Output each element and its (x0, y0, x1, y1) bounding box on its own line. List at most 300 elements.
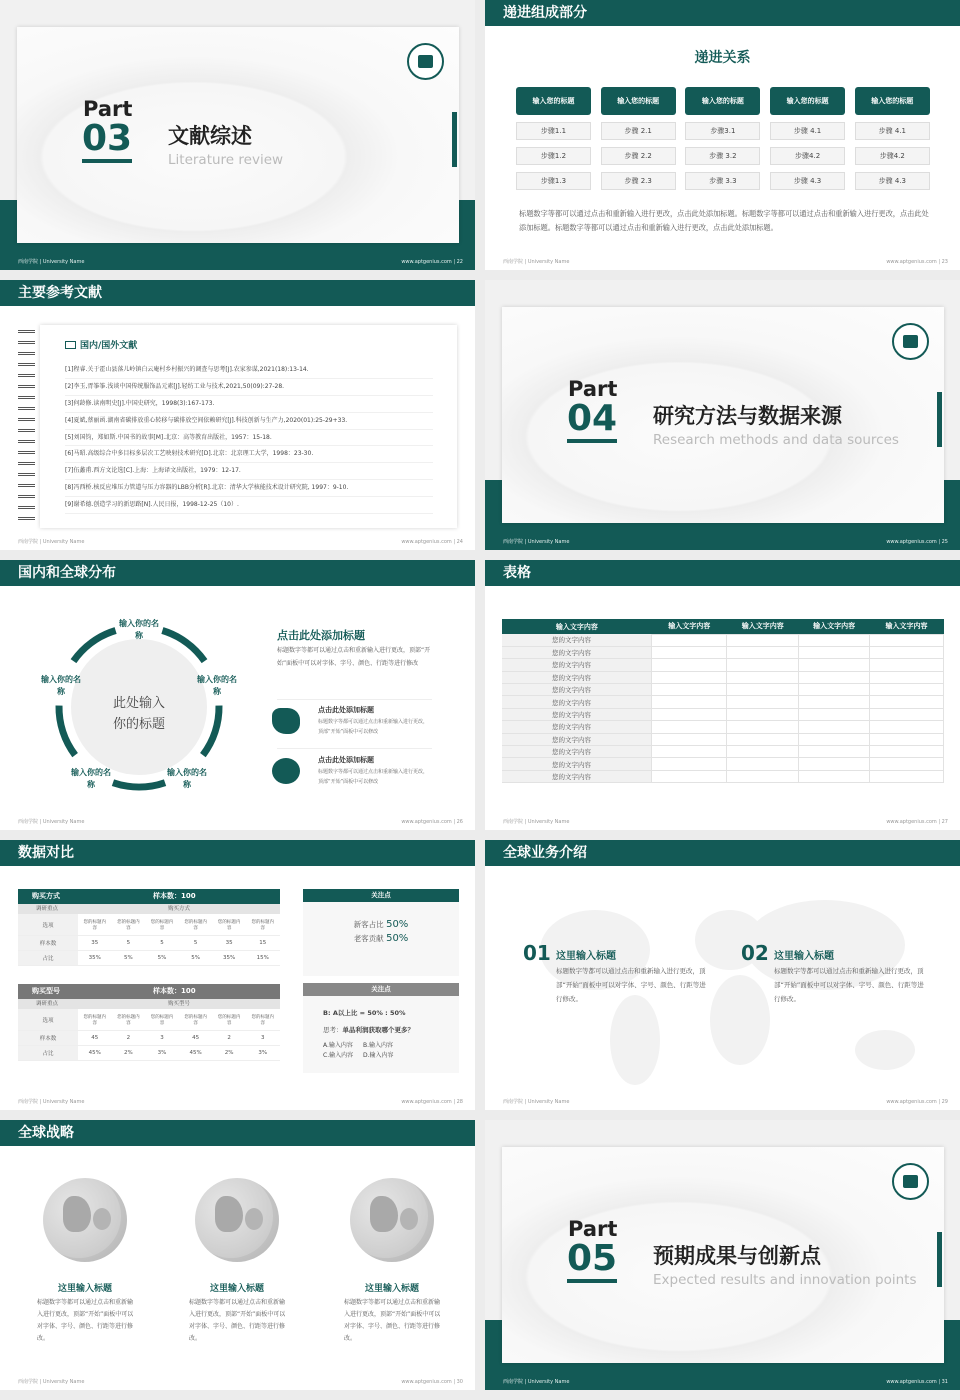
table-cell: 2% (124, 1050, 133, 1056)
footer-page: www.aptgenius.com | 31 (886, 1379, 948, 1385)
row-label[interactable]: 您的文字内容 (502, 758, 652, 770)
table-cell: 您的标题内容 (150, 1014, 174, 1026)
item-text: 标题数字等都可以通过点击和重新输入进行更改，顶部“开始”面板中可以对字体、字号、颜色、行距等进行修改。 (344, 1299, 441, 1342)
accent-bar (452, 112, 457, 167)
column-title-box[interactable]: 输入您的标题 (770, 87, 845, 115)
table-cell: 您的标题内容 (217, 1014, 241, 1026)
table-cell: 您的标题内容 (251, 919, 275, 931)
spiral-ring-icon (18, 385, 35, 388)
table-cell: 您的标题内容 (83, 1014, 107, 1026)
spiral-ring-icon (18, 473, 35, 476)
footer-university: 西南学院 | University Name (503, 1379, 570, 1385)
table-cell[interactable] (870, 696, 944, 708)
paragraph: 标题数字等都可以通过点击和重新输入进行更改，点击此处添加标题。标题数字等都可以通过点击和重新输入进行更改，点击此处添加标题。标题数字等都可以通过点击和重新输入进行更改，点击此处添加标题。 (519, 209, 929, 232)
table-cell[interactable] (727, 746, 799, 758)
item-text: 标题数字等都可以通过点击和重新输入进行更改，顶部“开始”面板中可以修改 (318, 769, 429, 785)
row-label[interactable]: 您的文字内容 (502, 696, 652, 708)
item-title: 这里输入标题 (556, 951, 616, 962)
table-cell[interactable] (870, 733, 944, 745)
spiral-ring-icon (18, 418, 35, 421)
table-cell[interactable] (652, 684, 727, 696)
table-cell[interactable] (652, 708, 727, 720)
item-title: 点击此处添加标题 (318, 756, 374, 764)
table-cell[interactable] (652, 721, 727, 733)
table-cell[interactable] (870, 770, 944, 782)
item-text: 标题数字等都可以通过点击和重新输入进行更改，顶部“开始”面板中可以修改 (318, 719, 429, 735)
table-row (18, 1031, 280, 1046)
table-cell[interactable] (652, 758, 727, 770)
comparison-table (18, 889, 280, 966)
table-cell: 5% (157, 955, 167, 961)
step-box[interactable]: 步骤3.1 (685, 122, 760, 140)
table-cell[interactable] (727, 721, 799, 733)
table-cell: 45% (88, 1050, 101, 1056)
table-cell: 您的标题内容 (251, 1014, 275, 1026)
focus-line (303, 932, 459, 946)
spiral-ring-icon (18, 363, 35, 366)
footer-university: 西南学院 | University Name (18, 1379, 85, 1385)
slide-25[interactable] (485, 280, 960, 550)
title-card (502, 307, 944, 523)
globe-continent (63, 1196, 91, 1232)
table-cell: 3% (157, 1050, 167, 1056)
table-cell: 45 (192, 1035, 200, 1041)
heading: 递进关系 (694, 50, 751, 66)
table-cell[interactable] (870, 646, 944, 658)
title-card (17, 27, 459, 243)
table-cell: 您的标题内容 (83, 919, 107, 931)
table-cell: 15 (259, 940, 267, 946)
step-box[interactable]: 步骤 4.1 (855, 122, 930, 140)
reference-item: [8]冯西桥.核反应堆压力管道与压力容器的LBB分析[R].北京：清华大学核能技术设计研究院, 1997：9-10. (65, 480, 433, 497)
footer-university: 西南学院 | University Name (503, 819, 570, 825)
footer-page: www.aptgenius.com | 27 (886, 819, 948, 825)
part-number: 04 (567, 399, 617, 443)
focus-panel (303, 889, 459, 976)
card-title: 国内/国外文献 (80, 341, 138, 351)
table-cell[interactable] (799, 733, 870, 745)
answer-option[interactable]: D.输入内容 (363, 1052, 394, 1059)
table-cell[interactable] (799, 708, 870, 720)
table-cell: 您的标题内容 (184, 919, 207, 931)
slide-26[interactable] (0, 560, 475, 830)
footer-university: 西南学院 | University Name (503, 1099, 570, 1105)
column-header[interactable]: 输入文字内容 (885, 622, 928, 631)
table-row (502, 721, 944, 733)
footer-page: www.aptgenius.com | 30 (401, 1379, 463, 1385)
reference-item: [7]伍蠡甫.西方文论选[C].上海：上海译文出版社，1979：12-17. (65, 463, 433, 480)
part-label: Part (568, 1217, 618, 1241)
part-label: Part (568, 377, 618, 401)
table-row (18, 1046, 280, 1061)
table-cell[interactable] (652, 646, 727, 658)
step-box[interactable]: 步骤 2.2 (601, 147, 676, 165)
spiral-ring-icon (18, 495, 35, 498)
spiral-ring-icon (18, 396, 35, 399)
table-cell: 5 (193, 940, 198, 946)
panel-title: 关注点 (303, 889, 459, 902)
table-cell: 您的标题内容 (117, 1014, 140, 1026)
table-cell: 3 (261, 1035, 265, 1041)
table-row (502, 659, 944, 671)
comparison-table (18, 984, 280, 1061)
item-number: 01 (523, 941, 551, 965)
subheader-right: 购买方式 (168, 906, 191, 912)
table-row (502, 758, 944, 770)
spiral-ring-icon (18, 484, 35, 487)
answer-option[interactable]: A.输入内容 (323, 1042, 353, 1049)
table-title-bar (18, 889, 280, 904)
row-label[interactable]: 您的文字内容 (502, 746, 652, 758)
table-title-bar (18, 984, 280, 999)
table-row (502, 671, 944, 683)
footer-university: 西南学院 | University Name (18, 259, 85, 265)
spiral-ring-icon (18, 517, 35, 520)
step-box[interactable]: 步骤 4.3 (770, 172, 845, 190)
table-row (502, 646, 944, 658)
cycle-node-label[interactable]: 输入你的名称 (41, 675, 81, 696)
panel-title: 关注点 (303, 983, 459, 996)
slide-28[interactable] (0, 840, 475, 1110)
column-title-box[interactable]: 输入您的标题 (855, 87, 930, 115)
table-cell[interactable] (799, 684, 870, 696)
table-row (502, 770, 944, 782)
table-row (18, 936, 280, 951)
table-cell[interactable] (652, 659, 727, 671)
row-label[interactable]: 您的文字内容 (502, 721, 652, 733)
slide-header: 全球战略 (0, 1120, 475, 1146)
step-box[interactable]: 步骤 4.1 (770, 122, 845, 140)
table-cell: 3% (258, 1050, 268, 1056)
table-cell[interactable] (799, 646, 870, 658)
step-box[interactable]: 步骤 4.3 (855, 172, 930, 190)
step-box[interactable]: 步骤1.1 (516, 122, 591, 140)
right-text: 标题数字等都可以通过点击和重新输入进行更改，顶部“开始”面板中可以对字体、字号、颜色、行距等进行修改 (277, 647, 431, 667)
table-cell: 35% (88, 955, 101, 961)
slide-23[interactable] (485, 0, 960, 270)
table-title: 购买方式 (32, 892, 60, 900)
row-label: 选项 (18, 914, 78, 935)
table-cell[interactable] (727, 659, 799, 671)
center-title-line: 此处输入 (112, 696, 165, 711)
table-row (18, 1009, 280, 1031)
spiral-ring-icon (18, 462, 35, 465)
table-cell: 2 (227, 1035, 231, 1041)
part-label: Part (83, 97, 133, 121)
accent-bar (937, 1232, 942, 1287)
footer-university: 西南学院 | University Name (18, 819, 85, 825)
item-text: 标题数字等都可以通过点击和重新输入进行更改，顶部“开始”面板中可以对字体、字号、颜色、行距等进行修改。 (774, 967, 924, 1003)
table-cell: 您的标题内容 (184, 1014, 207, 1026)
data-table (502, 619, 944, 783)
table-cell[interactable] (870, 684, 944, 696)
column-header[interactable]: 输入文字内容 (741, 622, 784, 631)
row-label[interactable]: 您的文字内容 (502, 733, 652, 745)
spiral-ring-icon (18, 451, 35, 454)
table-cell[interactable] (799, 721, 870, 733)
section-subtitle: Literature review (168, 152, 284, 168)
step-box[interactable]: 步骤1.2 (516, 147, 591, 165)
book-icon (65, 341, 76, 349)
footer-page: www.aptgenius.com | 23 (886, 259, 948, 265)
subheader-right: 购买型号 (168, 1001, 191, 1007)
row-label: 占比 (18, 1046, 78, 1060)
table-cell[interactable] (799, 746, 870, 758)
slide-header: 表格 (485, 560, 960, 586)
spiral-ring-icon (18, 506, 35, 509)
table-cell: 35 (225, 940, 233, 946)
table-cell[interactable] (799, 671, 870, 683)
table-cell[interactable] (652, 671, 727, 683)
table-row (502, 746, 944, 758)
table-row (18, 914, 280, 936)
item-title: 这里输入标题 (774, 951, 834, 962)
table-cell[interactable] (652, 696, 727, 708)
row-label: 占比 (18, 951, 78, 965)
row-label[interactable]: 您的文字内容 (502, 671, 652, 683)
sample-size: 样本数：100 (153, 892, 196, 900)
table-cell[interactable] (727, 733, 799, 745)
footer-university: 西南学院 | University Name (503, 539, 570, 545)
part-number: 05 (567, 1239, 617, 1283)
table-row (502, 684, 944, 696)
university-logo (892, 1163, 929, 1200)
spiral-ring-icon (18, 352, 35, 355)
reference-item: [9]谢希德.创造学习的新思路[N].人民日报，1998-12-25（10）. (65, 497, 433, 514)
cycle-node-label[interactable]: 输入你的名称 (197, 675, 237, 696)
table-cell[interactable] (870, 671, 944, 683)
cycle-arc (113, 783, 165, 787)
column-header[interactable]: 输入文字内容 (813, 622, 856, 631)
row-label[interactable]: 您的文字内容 (502, 634, 652, 646)
spiral-ring-icon (18, 407, 35, 410)
globe-continent (215, 1196, 243, 1232)
focus-value: 50% (386, 919, 409, 930)
title-card (502, 1147, 944, 1363)
table-cell: 5% (191, 955, 200, 961)
step-box[interactable]: 步骤 3.2 (685, 147, 760, 165)
column-title-box[interactable]: 输入您的标题 (601, 87, 676, 115)
table-cell[interactable] (652, 746, 727, 758)
section-title: 研究方法与数据来源 (653, 404, 842, 428)
slide-header: 国内和全球分布 (0, 560, 475, 586)
footer-page: www.aptgenius.com | 29 (886, 1099, 948, 1105)
cycle-node-label[interactable]: 输入你的名称 (167, 768, 207, 789)
subheader-left: 调研重点 (36, 906, 59, 912)
table-row (502, 733, 944, 745)
step-box[interactable]: 步骤4.2 (770, 147, 845, 165)
spiral-ring-icon (18, 440, 35, 443)
table-row (502, 708, 944, 720)
subheader-left: 调研重点 (36, 1001, 59, 1007)
slide-29[interactable] (485, 840, 960, 1110)
item-text: 标题数字等都可以通过点击和重新输入进行更改，顶部“开始”面板中可以对字体、字号、颜色、行距等进行修改。 (37, 1299, 134, 1342)
table-cell: 5% (124, 955, 133, 961)
column-title-box[interactable]: 输入您的标题 (685, 87, 760, 115)
spiral-ring-icon (18, 330, 35, 333)
table-cell[interactable] (727, 671, 799, 683)
table-cell[interactable] (652, 770, 727, 782)
center-title-line: 你的标题 (112, 717, 165, 732)
slide-31[interactable] (485, 1120, 960, 1390)
slide-30[interactable] (0, 1120, 475, 1390)
footer-university: 西南学院 | University Name (18, 539, 85, 545)
step-box[interactable]: 步骤4.2 (855, 147, 930, 165)
row-label[interactable]: 您的文字内容 (502, 770, 652, 782)
table-cell[interactable] (799, 696, 870, 708)
section-subtitle: Research methods and data sources (653, 432, 899, 448)
slide-header: 全球业务介绍 (485, 840, 960, 866)
cycle-node-label[interactable]: 输入你的名称 (71, 768, 111, 789)
slide-header: 递进组成部分 (485, 0, 960, 26)
globe-icon (272, 758, 300, 784)
slide-header: 数据对比 (0, 840, 475, 866)
table-cell[interactable] (870, 708, 944, 720)
step-box[interactable]: 步骤 2.3 (601, 172, 676, 190)
table-cell: 2 (126, 1035, 131, 1041)
focus-panel (303, 983, 459, 1073)
university-logo (407, 43, 444, 80)
question-label: 思考： (323, 1026, 343, 1034)
accent-bar (937, 392, 942, 447)
table-row (18, 951, 280, 966)
globe-continent (370, 1196, 398, 1232)
table-cell[interactable] (727, 708, 799, 720)
globe-continent (245, 1208, 263, 1230)
table-cell[interactable] (727, 684, 799, 696)
spiral-ring-icon (18, 429, 35, 432)
table-cell[interactable] (727, 646, 799, 658)
table-cell[interactable] (870, 758, 944, 770)
footer-page: www.aptgenius.com | 26 (401, 819, 463, 825)
focus-value: 50% (386, 933, 409, 944)
table-cell[interactable] (652, 733, 727, 745)
reference-item: [4]夏斌,蔡丽函.湖南省碳排放重心转移与碳排放空间依赖研究[J].科技创新与生产力,2020(01):25-29+33. (65, 413, 433, 430)
step-box[interactable]: 步骤 2.1 (601, 122, 676, 140)
step-box[interactable]: 步骤 3.3 (685, 172, 760, 190)
column-header[interactable]: 输入文字内容 (668, 622, 711, 631)
section-title: 预期成果与创新点 (653, 1244, 821, 1268)
table-header-row (502, 619, 944, 634)
item-title: 点击此处添加标题 (318, 706, 374, 714)
footer-page: www.aptgenius.com | 22 (401, 259, 463, 265)
table-cell[interactable] (799, 770, 870, 782)
slide-22[interactable] (0, 0, 475, 270)
table-cell: 15% (256, 955, 269, 961)
row-label: 选项 (18, 1009, 78, 1030)
footer-page: www.aptgenius.com | 24 (401, 539, 463, 545)
ratio-text: B: A以上比 = 50% : 50% (323, 1009, 406, 1017)
globe-continent (400, 1208, 418, 1230)
reference-item: [1]程睿.关于霍山县落儿岭镇白云庵村乡村振兴的调查与思考[J].农家参谋,2021(18):13-14. (65, 362, 433, 379)
section-subtitle: Expected results and innovation points (653, 1272, 917, 1288)
table-title: 购买型号 (32, 987, 60, 995)
table-cell[interactable] (799, 659, 870, 671)
part-number: 03 (82, 119, 132, 163)
row-label[interactable]: 您的文字内容 (502, 659, 652, 671)
column-title-box[interactable]: 输入您的标题 (516, 87, 591, 115)
subheader-row (18, 999, 280, 1009)
table-cell: 您的标题内容 (217, 919, 241, 931)
reference-item: [5]刘国钧，郑如斯.中国书的故事[M].北京：高等教育出版社，1957：15-18. (65, 430, 433, 447)
table-cell: 2% (224, 1050, 234, 1056)
item-text: 标题数字等都可以通过点击和重新输入进行更改，顶部“开始”面板中可以对字体、字号、颜色、行距等进行修改。 (189, 1299, 286, 1342)
subheader-row (18, 904, 280, 914)
table-cell[interactable] (727, 758, 799, 770)
table-cell: 您的标题内容 (150, 919, 174, 931)
slide-header: 主要参考文献 (0, 280, 475, 306)
focus-label: 老客贡献 (353, 934, 387, 943)
footer-university: 西南学院 | University Name (18, 1099, 85, 1105)
slide-24[interactable] (0, 280, 475, 550)
section-title: 文献综述 (168, 124, 252, 148)
table-cell[interactable] (799, 634, 870, 646)
sample-size: 样本数：100 (153, 987, 196, 995)
table-cell[interactable] (727, 696, 799, 708)
table-cell: 45 (91, 1035, 99, 1041)
china-map-icon (272, 708, 300, 734)
column-header[interactable]: 输入文字内容 (555, 622, 598, 631)
item-title: 这里输入标题 (209, 1284, 264, 1294)
table-cell: 45% (189, 1050, 202, 1056)
table-cell: 您的标题内容 (117, 919, 140, 931)
table-cell: 5 (126, 940, 131, 946)
table-cell[interactable] (799, 758, 870, 770)
footer-page: www.aptgenius.com | 28 (401, 1099, 463, 1105)
table-cell: 35 (91, 940, 99, 946)
table-cell[interactable] (870, 659, 944, 671)
reference-item: [3]何龄修.读南明史[J].中国史研究，1998(3):167-173. (65, 396, 433, 413)
row-label: 样本数 (18, 1031, 78, 1045)
globe-icon (350, 1178, 434, 1262)
table-cell: 35% (223, 955, 236, 961)
row-label[interactable]: 您的文字内容 (502, 708, 652, 720)
footer-university: 西南学院 | University Name (503, 259, 570, 265)
footer-page: www.aptgenius.com | 25 (886, 539, 948, 545)
item-title: 这里输入标题 (57, 1284, 112, 1294)
spiral-ring-icon (18, 341, 35, 344)
reference-item: [6]马昭.高级综合中多目标多层次工艺映射技术研究[D].北京：北京理工大学，1998：23-30. (65, 446, 433, 463)
table-row (502, 634, 944, 646)
globe-icon (195, 1178, 279, 1262)
item-title: 这里输入标题 (364, 1284, 419, 1294)
step-box[interactable]: 步骤1.3 (516, 172, 591, 190)
right-heading: 点击此处添加标题 (277, 629, 365, 642)
slide-27[interactable] (485, 560, 960, 830)
answer-option[interactable]: C.输入内容 (323, 1052, 354, 1059)
item-text: 标题数字等都可以通过点击和重新输入进行更改，顶部“开始”面板中可以对字体、字号、颜色、行距等进行修改。 (556, 967, 706, 1003)
cycle-node-label[interactable]: 输入你的名称 (119, 619, 159, 640)
table-cell[interactable] (870, 634, 944, 646)
table-cell[interactable] (727, 770, 799, 782)
focus-label: 新客占比 (353, 920, 387, 929)
row-label[interactable]: 您的文字内容 (502, 684, 652, 696)
spiral-ring-icon (18, 374, 35, 377)
table-cell[interactable] (870, 746, 944, 758)
table-cell[interactable] (870, 721, 944, 733)
reference-item: [2]李玉,胥筝筝.浅谈中国传统服饰品元素[J].轻纺工业与技术,2021,50(09):27-28. (65, 379, 433, 396)
table-cell[interactable] (727, 634, 799, 646)
table-cell[interactable] (652, 634, 727, 646)
table-cell: 3 (160, 1035, 164, 1041)
reference-card (40, 325, 457, 528)
focus-line (303, 918, 459, 932)
row-label[interactable]: 您的文字内容 (502, 646, 652, 658)
globe-icon (43, 1178, 127, 1262)
item-number: 02 (741, 941, 769, 965)
table-row (502, 696, 944, 708)
answer-option[interactable]: B.输入内容 (363, 1042, 394, 1049)
